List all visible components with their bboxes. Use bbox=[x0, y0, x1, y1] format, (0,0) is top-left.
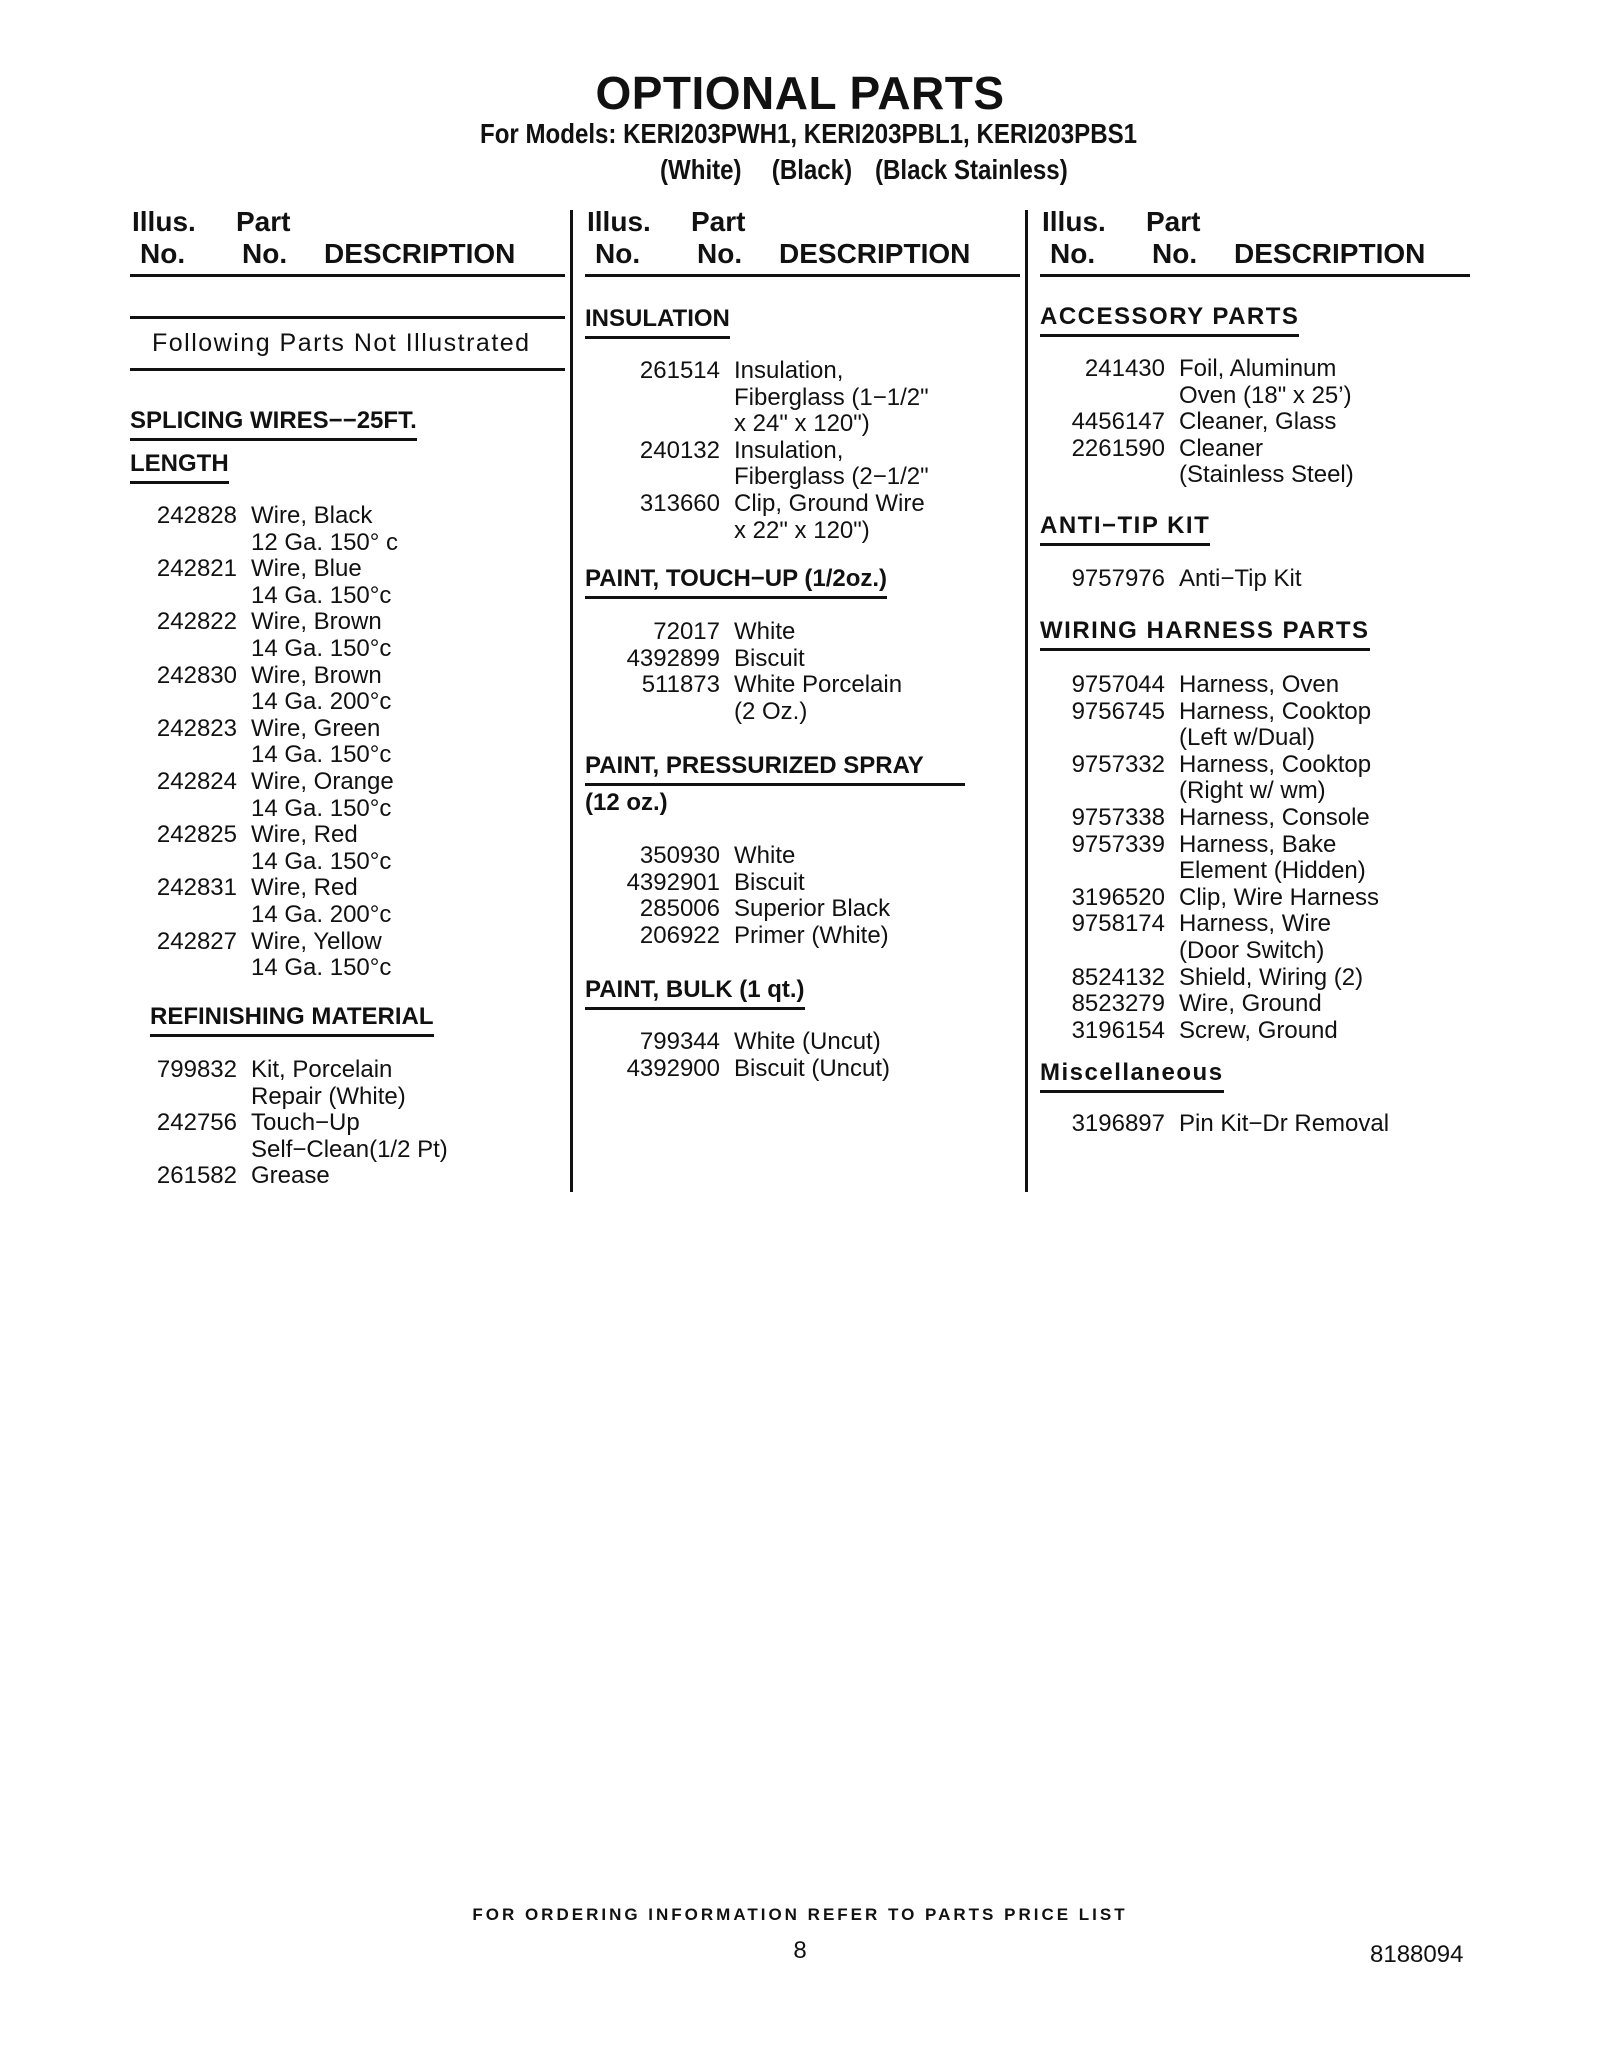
description-line: White bbox=[734, 618, 796, 645]
description-line: 14 Ga. 150°c bbox=[251, 954, 392, 982]
part-description bbox=[1165, 832, 1366, 885]
part-description bbox=[237, 716, 391, 769]
description-line: Wire, Orange bbox=[251, 767, 394, 795]
part-number: 9757976 bbox=[1071, 565, 1165, 592]
column-1 bbox=[130, 206, 565, 1190]
part-number: 9758174 bbox=[1071, 910, 1165, 938]
description-line: Insulation, bbox=[734, 436, 844, 464]
part-description bbox=[237, 503, 398, 556]
part-number: 206922 bbox=[639, 921, 720, 949]
part-description bbox=[720, 438, 929, 491]
part-row bbox=[625, 358, 929, 438]
part-number: 3196897 bbox=[1071, 1110, 1165, 1137]
column-2 bbox=[585, 206, 1020, 1082]
part-description bbox=[237, 875, 391, 928]
part-number: 799344 bbox=[639, 1028, 720, 1055]
anti-tip-kit-list bbox=[1070, 566, 1302, 593]
section-miscellaneous: Miscellaneous bbox=[1040, 1056, 1224, 1093]
description-line: Wire, Yellow bbox=[251, 927, 382, 955]
description-line: Biscuit (Uncut) bbox=[734, 1054, 891, 1082]
part-row bbox=[625, 1029, 890, 1056]
part-number: 4392899 bbox=[626, 644, 720, 672]
part-description bbox=[237, 1163, 330, 1190]
description-line: Fiberglass (1−1/2" bbox=[734, 383, 929, 411]
part-description bbox=[1165, 885, 1379, 912]
part-description bbox=[1165, 672, 1339, 699]
header-part: Part No. bbox=[236, 206, 291, 269]
part-number: 242828 bbox=[156, 502, 237, 529]
part-description bbox=[237, 556, 391, 609]
part-row bbox=[625, 870, 890, 897]
column-header bbox=[585, 206, 1020, 277]
column-header bbox=[1040, 206, 1470, 277]
description-line: Wire, Green bbox=[251, 714, 381, 742]
description-line: Anti−Tip Kit bbox=[1179, 565, 1302, 592]
section-anti-tip-kit: ANTI−TIP KIT bbox=[1040, 509, 1210, 546]
part-description bbox=[1165, 436, 1354, 489]
description-line: Pin Kit−Dr Removal bbox=[1179, 1110, 1390, 1137]
description-line: Element (Hidden) bbox=[1179, 857, 1366, 885]
part-description bbox=[720, 870, 805, 897]
part-number: 241430 bbox=[1084, 355, 1165, 382]
part-row bbox=[625, 923, 890, 950]
part-number: 350930 bbox=[639, 842, 720, 869]
touch-up-list bbox=[625, 619, 902, 725]
ordering-note: FOR ORDERING INFORMATION REFER TO PARTS PRICE LIST bbox=[472, 1905, 1128, 1924]
part-description bbox=[1165, 965, 1363, 992]
part-row bbox=[1070, 409, 1354, 436]
part-description bbox=[1165, 409, 1336, 436]
header-description: DESCRIPTION bbox=[779, 238, 971, 269]
description-line: 14 Ga. 150°c bbox=[251, 634, 392, 662]
part-row bbox=[1070, 1111, 1389, 1138]
description-line: (Door Switch) bbox=[1179, 936, 1325, 964]
description-line: Cleaner bbox=[1179, 434, 1264, 462]
part-number: 242827 bbox=[156, 927, 237, 955]
part-description bbox=[1165, 1018, 1338, 1045]
description-line: (Stainless Steel) bbox=[1179, 461, 1354, 489]
part-description bbox=[720, 358, 929, 438]
part-row bbox=[1070, 356, 1354, 409]
part-number: 8523279 bbox=[1071, 990, 1165, 1018]
description-line: Clip, Ground Wire bbox=[734, 489, 925, 517]
description-line: 12 Ga. 150° c bbox=[251, 528, 399, 556]
part-number: 4392901 bbox=[626, 868, 720, 896]
part-number: 9757338 bbox=[1071, 803, 1165, 831]
part-row bbox=[1070, 672, 1379, 699]
part-row bbox=[1070, 991, 1379, 1018]
part-number: 3196520 bbox=[1071, 883, 1165, 911]
part-row bbox=[625, 672, 902, 725]
models-line: For Models: KERI203PWH1, KERI203PBL1, KERI203PBS1 bbox=[480, 118, 1138, 149]
description-line: x 22" x 120") bbox=[734, 516, 870, 544]
part-description bbox=[237, 822, 391, 875]
paint-bulk-list bbox=[625, 1029, 890, 1082]
not-illustrated-banner: Following Parts Not Illustrated bbox=[130, 316, 565, 371]
part-row bbox=[625, 619, 902, 646]
part-row bbox=[625, 491, 929, 544]
part-row bbox=[625, 646, 902, 673]
column-divider bbox=[570, 210, 573, 1192]
splicing-wires-list bbox=[142, 503, 398, 982]
document-number: 8188094 bbox=[1370, 1941, 1464, 1968]
description-line: Self−Clean(1/2 Pt) bbox=[251, 1135, 448, 1163]
part-number: 511873 bbox=[641, 671, 720, 699]
part-description bbox=[720, 843, 795, 870]
description-line: Wire, Black bbox=[251, 502, 373, 529]
section-splicing-wires: SPLICING WIRES−−25FT. bbox=[130, 404, 417, 441]
part-row bbox=[1070, 965, 1379, 992]
wiring-harness-list bbox=[1070, 672, 1379, 1044]
part-row bbox=[1070, 752, 1379, 805]
description-line: Harness, Cooktop bbox=[1179, 697, 1372, 725]
description-line: Wire, Brown bbox=[251, 661, 382, 689]
part-row bbox=[142, 663, 398, 716]
description-line: Foil, Aluminum bbox=[1179, 355, 1337, 382]
description-line: Wire, Blue bbox=[251, 555, 362, 583]
description-line: Primer (White) bbox=[734, 921, 889, 949]
part-description bbox=[237, 609, 391, 662]
refinishing-list bbox=[142, 1057, 448, 1190]
part-description bbox=[1165, 699, 1371, 752]
description-line: 14 Ga. 150°c bbox=[251, 847, 392, 875]
color-black-stainless: (Black Stainless) bbox=[875, 154, 1068, 185]
part-row bbox=[1070, 885, 1379, 912]
description-line: Kit, Porcelain bbox=[251, 1056, 393, 1083]
column-divider bbox=[1025, 210, 1028, 1192]
color-black: (Black) bbox=[771, 154, 853, 185]
pressurized-spray-list bbox=[625, 843, 890, 949]
description-line: White (Uncut) bbox=[734, 1028, 881, 1055]
part-row bbox=[142, 1163, 448, 1190]
part-row bbox=[142, 556, 398, 609]
part-number: 242822 bbox=[156, 608, 237, 636]
part-row bbox=[142, 1057, 448, 1110]
part-description bbox=[237, 663, 391, 716]
part-row bbox=[142, 1110, 448, 1163]
description-line: (2 Oz.) bbox=[734, 697, 808, 725]
description-line: Oven (18" x 25’) bbox=[1179, 381, 1352, 409]
part-description bbox=[720, 1029, 881, 1056]
part-description bbox=[1165, 805, 1370, 832]
description-line: 14 Ga. 150°c bbox=[251, 741, 392, 769]
part-description bbox=[1165, 356, 1352, 409]
part-description bbox=[237, 1057, 406, 1110]
part-description bbox=[1165, 566, 1302, 593]
header-part: Part No. bbox=[1146, 206, 1201, 269]
section-insulation: INSULATION bbox=[585, 302, 730, 339]
model-colors bbox=[660, 154, 1068, 186]
part-row bbox=[1070, 699, 1379, 752]
header-description: DESCRIPTION bbox=[1234, 238, 1426, 269]
section-length: LENGTH bbox=[130, 447, 229, 484]
part-description bbox=[720, 923, 889, 950]
description-line: Biscuit bbox=[734, 644, 805, 672]
part-row bbox=[142, 769, 398, 822]
part-row bbox=[625, 1056, 890, 1083]
part-row bbox=[625, 843, 890, 870]
description-line: Shield, Wiring (2) bbox=[1179, 963, 1364, 991]
page-number: 8 bbox=[793, 1937, 807, 1964]
part-number: 242825 bbox=[156, 821, 237, 849]
description-line: White bbox=[734, 842, 796, 869]
header-part: Part No. bbox=[691, 206, 746, 269]
description-line: Harness, Bake bbox=[1179, 830, 1337, 858]
header-illus: Illus. No. bbox=[1042, 206, 1106, 269]
description-line: Harness, Cooktop bbox=[1179, 750, 1372, 778]
part-row bbox=[142, 716, 398, 769]
section-paint-bulk: PAINT, BULK (1 qt.) bbox=[585, 973, 805, 1010]
description-line: Biscuit bbox=[734, 868, 805, 896]
description-line: Wire, Red bbox=[251, 821, 358, 849]
description-line: Insulation, bbox=[734, 357, 844, 384]
description-line: Cleaner, Glass bbox=[1179, 408, 1337, 436]
part-description bbox=[237, 929, 391, 982]
part-row bbox=[625, 438, 929, 491]
header-illus: Illus. No. bbox=[587, 206, 651, 269]
part-description bbox=[720, 1056, 890, 1083]
part-description bbox=[1165, 991, 1322, 1018]
section-wiring-harness-parts: WIRING HARNESS PARTS bbox=[1040, 614, 1370, 651]
part-number: 3196154 bbox=[1071, 1016, 1165, 1044]
part-number: 242831 bbox=[156, 874, 237, 902]
part-number: 9757332 bbox=[1071, 750, 1165, 778]
description-line: Screw, Ground bbox=[1179, 1016, 1338, 1044]
column-header bbox=[130, 206, 565, 277]
description-line: Repair (White) bbox=[251, 1082, 406, 1110]
description-line: Wire, Brown bbox=[251, 608, 382, 636]
description-line: 14 Ga. 150°c bbox=[251, 794, 392, 822]
part-row bbox=[1070, 911, 1379, 964]
part-row bbox=[625, 896, 890, 923]
description-line: White Porcelain bbox=[734, 671, 903, 699]
section-pressurized-spray: PAINT, PRESSURIZED SPRAY bbox=[585, 749, 965, 786]
section-paint-touch-up: PAINT, TOUCH−UP (1/2oz.) bbox=[585, 562, 887, 599]
part-number: 285006 bbox=[639, 895, 720, 923]
part-description bbox=[1165, 1111, 1389, 1138]
part-number: 313660 bbox=[639, 489, 720, 517]
part-description bbox=[720, 491, 925, 544]
description-line: Harness, Oven bbox=[1179, 671, 1340, 698]
description-line: Touch−Up bbox=[251, 1109, 360, 1137]
description-line: Wire, Red bbox=[251, 874, 358, 902]
part-number: 240132 bbox=[639, 436, 720, 464]
part-number: 242821 bbox=[156, 555, 237, 583]
description-line: Grease bbox=[251, 1162, 330, 1190]
description-line: Wire, Ground bbox=[1179, 990, 1322, 1018]
color-white: (White) bbox=[660, 154, 742, 185]
part-number: 799832 bbox=[156, 1056, 237, 1083]
part-number: 242756 bbox=[156, 1109, 237, 1137]
description-line: 14 Ga. 150°c bbox=[251, 581, 392, 609]
part-number: 4392900 bbox=[626, 1054, 720, 1082]
header-description: DESCRIPTION bbox=[324, 238, 516, 269]
section-accessory-parts: ACCESSORY PARTS bbox=[1040, 300, 1299, 337]
part-number: 242824 bbox=[156, 767, 237, 795]
miscellaneous-list bbox=[1070, 1111, 1389, 1138]
description-line: x 24" x 120") bbox=[734, 410, 870, 438]
column-3 bbox=[1040, 206, 1470, 1137]
section-pressurized-spray-size: (12 oz.) bbox=[585, 789, 668, 816]
page-title: OPTIONAL PARTS bbox=[595, 67, 1005, 119]
part-description bbox=[237, 1110, 448, 1163]
part-description bbox=[720, 646, 805, 673]
description-line: Superior Black bbox=[734, 895, 891, 923]
part-number: 4456147 bbox=[1071, 408, 1165, 436]
description-line: Harness, Wire bbox=[1179, 910, 1332, 938]
part-description bbox=[1165, 911, 1331, 964]
header-illus: Illus. No. bbox=[132, 206, 196, 269]
part-row bbox=[1070, 436, 1354, 489]
description-line: (Right w/ wm) bbox=[1179, 777, 1326, 805]
part-description bbox=[1165, 752, 1371, 805]
part-number: 242830 bbox=[156, 661, 237, 689]
part-number: 261514 bbox=[639, 357, 720, 384]
part-row bbox=[1070, 832, 1379, 885]
part-row bbox=[142, 822, 398, 875]
part-number: 261582 bbox=[156, 1162, 237, 1190]
description-line: 14 Ga. 200°c bbox=[251, 900, 392, 928]
part-number: 72017 bbox=[653, 618, 720, 645]
part-row bbox=[1070, 1018, 1379, 1045]
part-number: 9757044 bbox=[1071, 671, 1165, 698]
part-number: 2261590 bbox=[1071, 434, 1165, 462]
description-line: Clip, Wire Harness bbox=[1179, 883, 1380, 911]
insulation-list bbox=[625, 358, 929, 544]
part-row bbox=[1070, 805, 1379, 832]
part-number: 9757339 bbox=[1071, 830, 1165, 858]
part-row bbox=[142, 929, 398, 982]
description-line: (Left w/Dual) bbox=[1179, 724, 1316, 752]
part-number: 242823 bbox=[156, 714, 237, 742]
part-row bbox=[142, 609, 398, 662]
part-description bbox=[720, 896, 890, 923]
part-row bbox=[142, 875, 398, 928]
section-refinishing-material: REFINISHING MATERIAL bbox=[150, 1000, 434, 1037]
part-number: 9756745 bbox=[1071, 697, 1165, 725]
part-row bbox=[1070, 566, 1302, 593]
part-description bbox=[720, 672, 902, 725]
part-description bbox=[237, 769, 394, 822]
part-number: 8524132 bbox=[1071, 963, 1165, 991]
part-description bbox=[720, 619, 795, 646]
description-line: 14 Ga. 200°c bbox=[251, 688, 392, 716]
description-line: Fiberglass (2−1/2" bbox=[734, 463, 929, 491]
description-line: Harness, Console bbox=[1179, 803, 1370, 831]
part-row bbox=[142, 503, 398, 556]
accessory-parts-list bbox=[1070, 356, 1354, 489]
